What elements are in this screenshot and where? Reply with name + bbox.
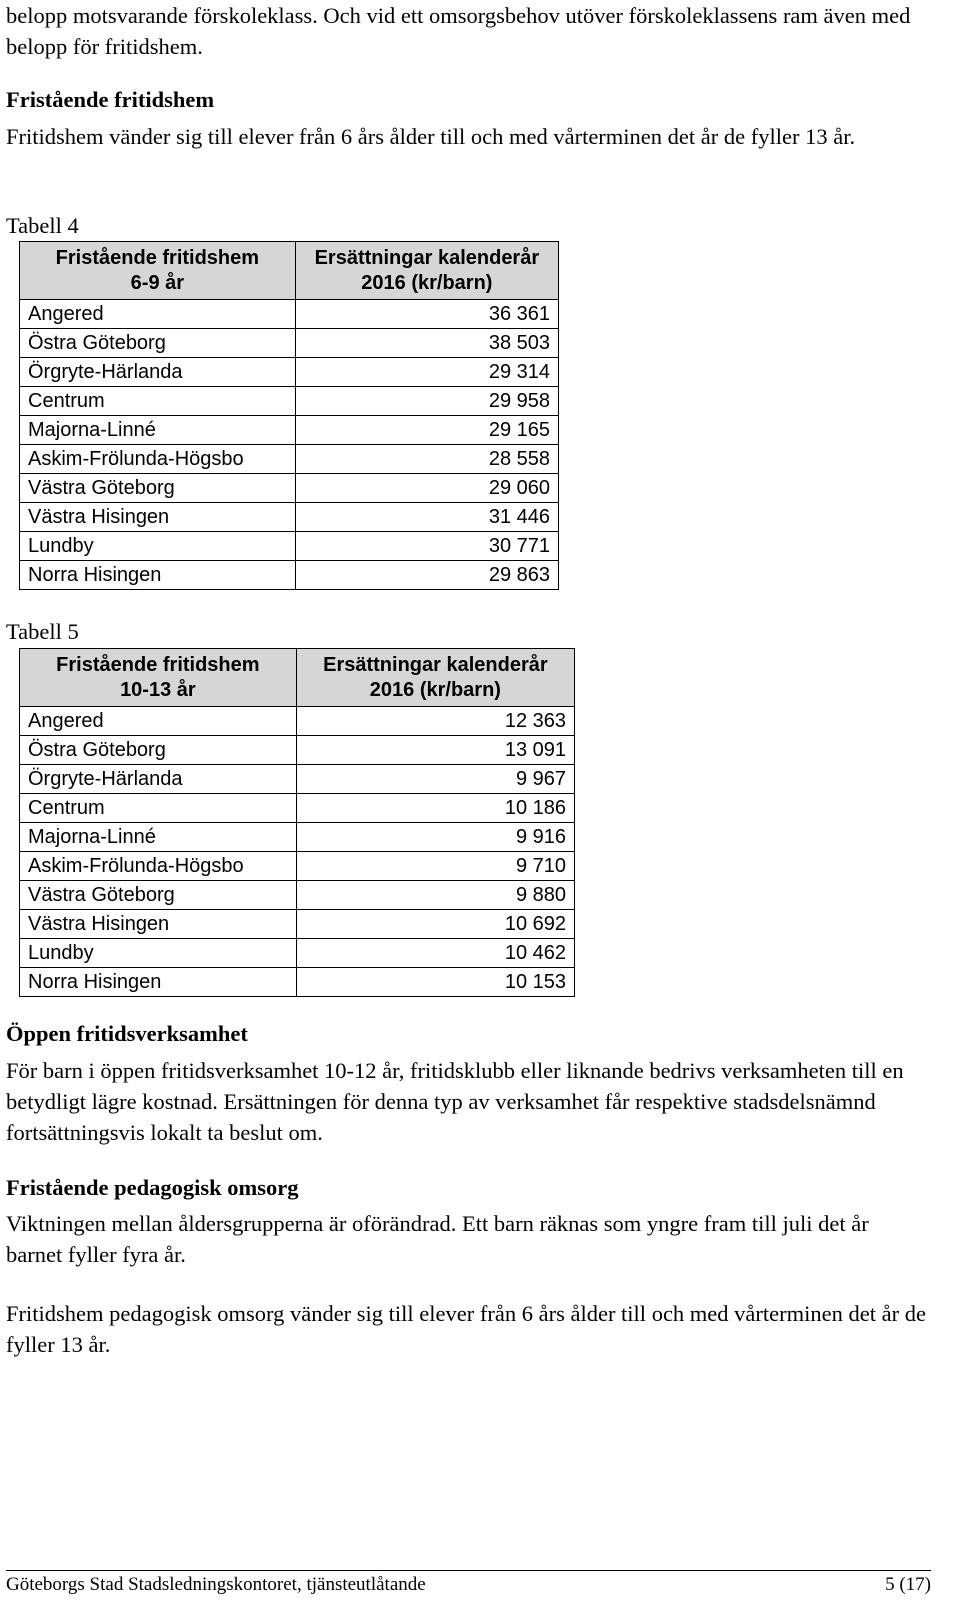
cell-area: Västra Hisingen xyxy=(20,503,296,532)
cell-amount: 29 060 xyxy=(295,474,558,503)
table-row xyxy=(20,416,559,445)
cell-amount: 9 916 xyxy=(296,823,574,852)
cell-area: Västra Hisingen xyxy=(20,910,297,939)
footer-divider xyxy=(6,1570,931,1571)
cell-area: Norra Hisingen xyxy=(20,561,296,590)
table-row xyxy=(20,736,575,765)
table-4 xyxy=(19,241,559,590)
intro-paragraph: belopp motsvarande förskoleklass. Och vid ett omsorgsbehov utöver förskoleklassens ram även med belopp för fritidshem. xyxy=(6,3,911,59)
table-row xyxy=(20,561,559,590)
cell-amount: 9 967 xyxy=(296,765,574,794)
cell-area: Majorna-Linné xyxy=(20,823,297,852)
table-row xyxy=(20,823,575,852)
cell-area: Östra Göteborg xyxy=(20,736,297,765)
cell-amount: 10 186 xyxy=(296,794,574,823)
cell-amount: 13 091 xyxy=(296,736,574,765)
table-row xyxy=(20,794,575,823)
table-row xyxy=(20,358,559,387)
paragraph-viktningen: Viktningen mellan åldersgrupperna är oförändrad. Ett barn räknas som yngre fram till juli det år barnet fyller fyra år. xyxy=(6,1211,869,1267)
cell-area: Majorna-Linné xyxy=(20,416,296,445)
table4-header-amount: Ersättningar kalenderår 2016 (kr/barn) xyxy=(295,242,558,300)
table5-caption: Tabell 5 xyxy=(6,619,79,644)
cell-area: Örgryte-Härlanda xyxy=(20,358,296,387)
cell-area: Östra Göteborg xyxy=(20,329,296,358)
heading-fristaende-pedagogisk-omsorg: Fristående pedagogisk omsorg xyxy=(6,1175,299,1200)
page-footer xyxy=(6,1573,931,1597)
table4-caption: Tabell 4 xyxy=(6,213,79,238)
table-header-row xyxy=(20,242,559,300)
table-row xyxy=(20,852,575,881)
paragraph-oppen-fritidsverksamhet: För barn i öppen fritidsverksamhet 10-12 år, fritidsklubb eller liknande bedrivs verksamheten till en betydligt lägre kostnad. Ersättningen för denna typ av verksamhet får respektive stadsdelsnämnd fortsättningsvis lokalt ta beslut om. xyxy=(6,1058,904,1145)
table-row xyxy=(20,387,559,416)
table-row xyxy=(20,765,575,794)
footer-organization: Göteborgs Stad Stadsledningskontoret, tjänsteutlåtande xyxy=(6,1574,426,1595)
cell-area: Örgryte-Härlanda xyxy=(20,765,297,794)
cell-amount: 29 958 xyxy=(295,387,558,416)
table-row xyxy=(20,881,575,910)
heading-fristaende-fritidshem: Fristående fritidshem xyxy=(6,87,215,112)
cell-amount: 9 710 xyxy=(296,852,574,881)
page-number: 5 (17) xyxy=(885,1574,931,1595)
cell-area: Västra Göteborg xyxy=(20,474,296,503)
cell-area: Angered xyxy=(20,707,297,736)
cell-amount: 10 462 xyxy=(296,939,574,968)
cell-area: Västra Göteborg xyxy=(20,881,297,910)
cell-amount: 12 363 xyxy=(296,707,574,736)
table-row xyxy=(20,532,559,561)
cell-amount: 29 314 xyxy=(295,358,558,387)
cell-amount: 31 446 xyxy=(295,503,558,532)
table-row xyxy=(20,300,559,329)
table-row xyxy=(20,445,559,474)
table4-header-area: Fristående fritidshem 6-9 år xyxy=(20,242,296,300)
table-row xyxy=(20,503,559,532)
paragraph-pedagogisk-omsorg: Fritidshem pedagogisk omsorg vänder sig till elever från 6 års ålder till och med vårterminen det år de fyller 13 år. xyxy=(6,1301,926,1357)
heading-oppen-fritidsverksamhet: Öppen fritidsverksamhet xyxy=(6,1021,248,1046)
table-row xyxy=(20,707,575,736)
table5-header-area: Fristående fritidshem 10-13 år xyxy=(20,649,297,707)
cell-area: Askim-Frölunda-Högsbo xyxy=(20,852,297,881)
table5-header-amount: Ersättningar kalenderår 2016 (kr/barn) xyxy=(296,649,574,707)
table-row xyxy=(20,968,575,997)
cell-area: Askim-Frölunda-Högsbo xyxy=(20,445,296,474)
cell-amount: 36 361 xyxy=(295,300,558,329)
table-row xyxy=(20,474,559,503)
table-row xyxy=(20,910,575,939)
table-header-row xyxy=(20,649,575,707)
cell-amount: 10 692 xyxy=(296,910,574,939)
cell-area: Lundby xyxy=(20,532,296,561)
paragraph-fritidshem: Fritidshem vänder sig till elever från 6 års ålder till och med vårterminen det år de fyller 13 år. xyxy=(6,124,856,149)
cell-area: Lundby xyxy=(20,939,297,968)
cell-amount: 10 153 xyxy=(296,968,574,997)
table-row xyxy=(20,939,575,968)
cell-area: Centrum xyxy=(20,794,297,823)
cell-amount: 28 558 xyxy=(295,445,558,474)
cell-area: Angered xyxy=(20,300,296,329)
cell-amount: 38 503 xyxy=(295,329,558,358)
table-5 xyxy=(19,648,575,997)
table-row xyxy=(20,329,559,358)
cell-area: Centrum xyxy=(20,387,296,416)
cell-amount: 30 771 xyxy=(295,532,558,561)
cell-area: Norra Hisingen xyxy=(20,968,297,997)
cell-amount: 29 165 xyxy=(295,416,558,445)
cell-amount: 9 880 xyxy=(296,881,574,910)
cell-amount: 29 863 xyxy=(295,561,558,590)
